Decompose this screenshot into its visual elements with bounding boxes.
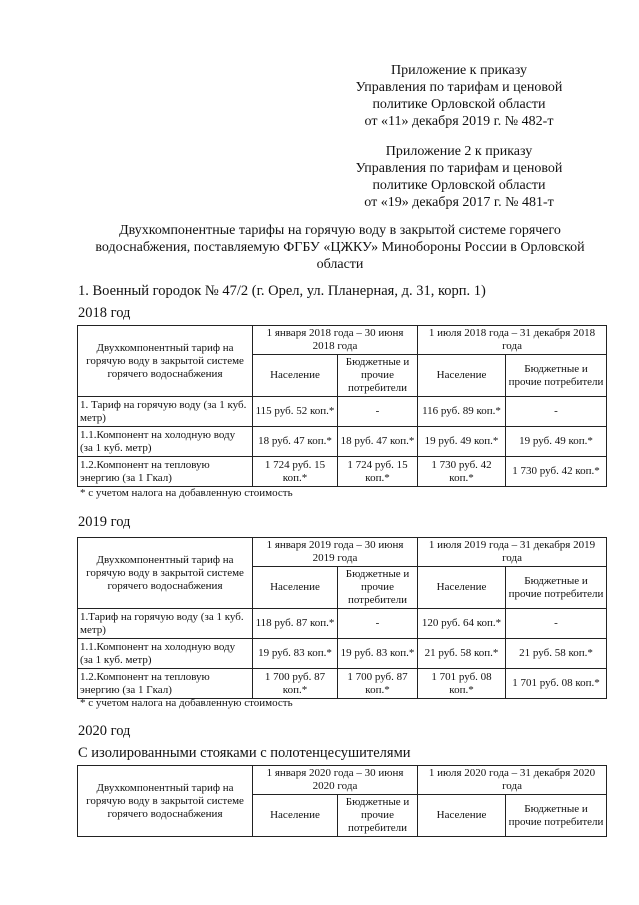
population-header: Население xyxy=(418,355,506,397)
value-cell: - xyxy=(506,397,607,427)
subsection-heading: С изолированными стояками с полотенцесушителями xyxy=(78,745,411,761)
tariff-table-2019 xyxy=(77,537,607,699)
annex2-header xyxy=(339,143,579,211)
value-cell: 21 руб. 58 коп.* xyxy=(418,639,506,669)
row-label: 1.1.Компонент на холодную воду (за 1 куб. метр) xyxy=(78,427,253,457)
budget-header: Бюджетные и прочие потребители xyxy=(506,567,607,609)
value-cell: 18 руб. 47 коп.* xyxy=(338,427,418,457)
value-cell: 19 руб. 49 коп.* xyxy=(506,427,607,457)
footnote: * с учетом налога на добавленную стоимость xyxy=(80,697,293,709)
value-cell: - xyxy=(338,397,418,427)
period-header: 1 июля 2019 года – 31 декабря 2019 года xyxy=(418,538,607,567)
budget-header: Бюджетные и прочие потребители xyxy=(338,795,418,837)
row-label: 1. Тариф на горячую воду (за 1 куб. метр) xyxy=(78,397,253,427)
value-cell: 1 724 руб. 15 коп.* xyxy=(338,457,418,487)
population-header: Население xyxy=(253,355,338,397)
value-cell: 116 руб. 89 коп.* xyxy=(418,397,506,427)
table-row xyxy=(78,639,607,669)
annex-header xyxy=(339,62,579,130)
annex2-line: от «19» декабря 2017 г. № 481-т xyxy=(364,195,554,210)
value-cell: 19 руб. 83 коп.* xyxy=(338,639,418,669)
population-header: Население xyxy=(253,567,338,609)
value-cell: 1 700 руб. 87 коп.* xyxy=(253,669,338,699)
table-row xyxy=(78,609,607,639)
title-line: Двухкомпонентные тарифы на горячую воду в закрытой системе горячего xyxy=(119,223,561,238)
document-title xyxy=(90,222,590,273)
period-header: 1 января 2020 года – 30 июня 2020 года xyxy=(253,766,418,795)
value-cell: 21 руб. 58 коп.* xyxy=(506,639,607,669)
tariff-header-cell: Двухкомпонентный тариф на горячую воду в закрытой системе горячего водоснабжения xyxy=(78,326,253,397)
value-cell: 118 руб. 87 коп.* xyxy=(253,609,338,639)
value-cell: 1 730 руб. 42 коп.* xyxy=(506,457,607,487)
title-line: области xyxy=(316,257,364,272)
table-row xyxy=(78,397,607,427)
annex2-line: Управления по тарифам и ценовой xyxy=(355,161,563,176)
year-2020-heading: 2020 год xyxy=(78,723,131,739)
budget-header: Бюджетные и прочие потребители xyxy=(338,567,418,609)
value-cell: 19 руб. 83 коп.* xyxy=(253,639,338,669)
budget-header: Бюджетные и прочие потребители xyxy=(338,355,418,397)
tariff-table-2020 xyxy=(77,765,607,837)
table-row xyxy=(78,427,607,457)
section-heading: 1. Военный городок № 47/2 (г. Орел, ул. Планерная, д. 31, корп. 1) xyxy=(78,283,486,299)
budget-header: Бюджетные и прочие потребители xyxy=(506,355,607,397)
annex-line: от «11» декабря 2019 г. № 482-т xyxy=(364,114,554,129)
tariff-header-cell: Двухкомпонентный тариф на горячую воду в закрытой системе горячего водоснабжения xyxy=(78,766,253,837)
annex2-line: политике Орловской области xyxy=(372,178,546,193)
row-label: 1.2.Компонент на тепловую энергию (за 1 Гкал) xyxy=(78,669,253,699)
value-cell: 120 руб. 64 коп.* xyxy=(418,609,506,639)
year-2019-heading: 2019 год xyxy=(78,514,131,530)
value-cell: 18 руб. 47 коп.* xyxy=(253,427,338,457)
period-header: 1 июля 2018 года – 31 декабря 2018 года xyxy=(418,326,607,355)
value-cell: 1 730 руб. 42 коп.* xyxy=(418,457,506,487)
table-row xyxy=(78,669,607,699)
value-cell: 1 700 руб. 87 коп.* xyxy=(338,669,418,699)
period-header: 1 января 2018 года – 30 июня 2018 года xyxy=(253,326,418,355)
value-cell: 1 724 руб. 15 коп.* xyxy=(253,457,338,487)
period-header: 1 июля 2020 года – 31 декабря 2020 года xyxy=(418,766,607,795)
value-cell: 115 руб. 52 коп.* xyxy=(253,397,338,427)
title-line: водоснабжения, поставляемую ФГБУ «ЦЖКУ» Минобороны России в Орловской xyxy=(95,240,585,255)
value-cell: - xyxy=(506,609,607,639)
period-header: 1 января 2019 года – 30 июня 2019 года xyxy=(253,538,418,567)
annex-line: политике Орловской области xyxy=(372,97,546,112)
value-cell: 1 701 руб. 08 коп.* xyxy=(418,669,506,699)
row-label: 1.1.Компонент на холодную воду (за 1 куб. метр) xyxy=(78,639,253,669)
budget-header: Бюджетные и прочие потребители xyxy=(506,795,607,837)
annex2-line: Приложение 2 к приказу xyxy=(385,144,533,159)
value-cell: 19 руб. 49 коп.* xyxy=(418,427,506,457)
population-header: Население xyxy=(418,795,506,837)
footnote: * с учетом налога на добавленную стоимость xyxy=(80,487,293,499)
population-header: Население xyxy=(418,567,506,609)
tariff-header-cell: Двухкомпонентный тариф на горячую воду в закрытой системе горячего водоснабжения xyxy=(78,538,253,609)
year-2018-heading: 2018 год xyxy=(78,305,131,321)
row-label: 1.2.Компонент на тепловую энергию (за 1 Гкал) xyxy=(78,457,253,487)
annex-line: Управления по тарифам и ценовой xyxy=(355,80,563,95)
annex-line: Приложение к приказу xyxy=(391,63,527,78)
tariff-table-2018 xyxy=(77,325,607,487)
value-cell: 1 701 руб. 08 коп.* xyxy=(506,669,607,699)
table-row xyxy=(78,457,607,487)
value-cell: - xyxy=(338,609,418,639)
row-label: 1.Тариф на горячую воду (за 1 куб. метр) xyxy=(78,609,253,639)
population-header: Население xyxy=(253,795,338,837)
